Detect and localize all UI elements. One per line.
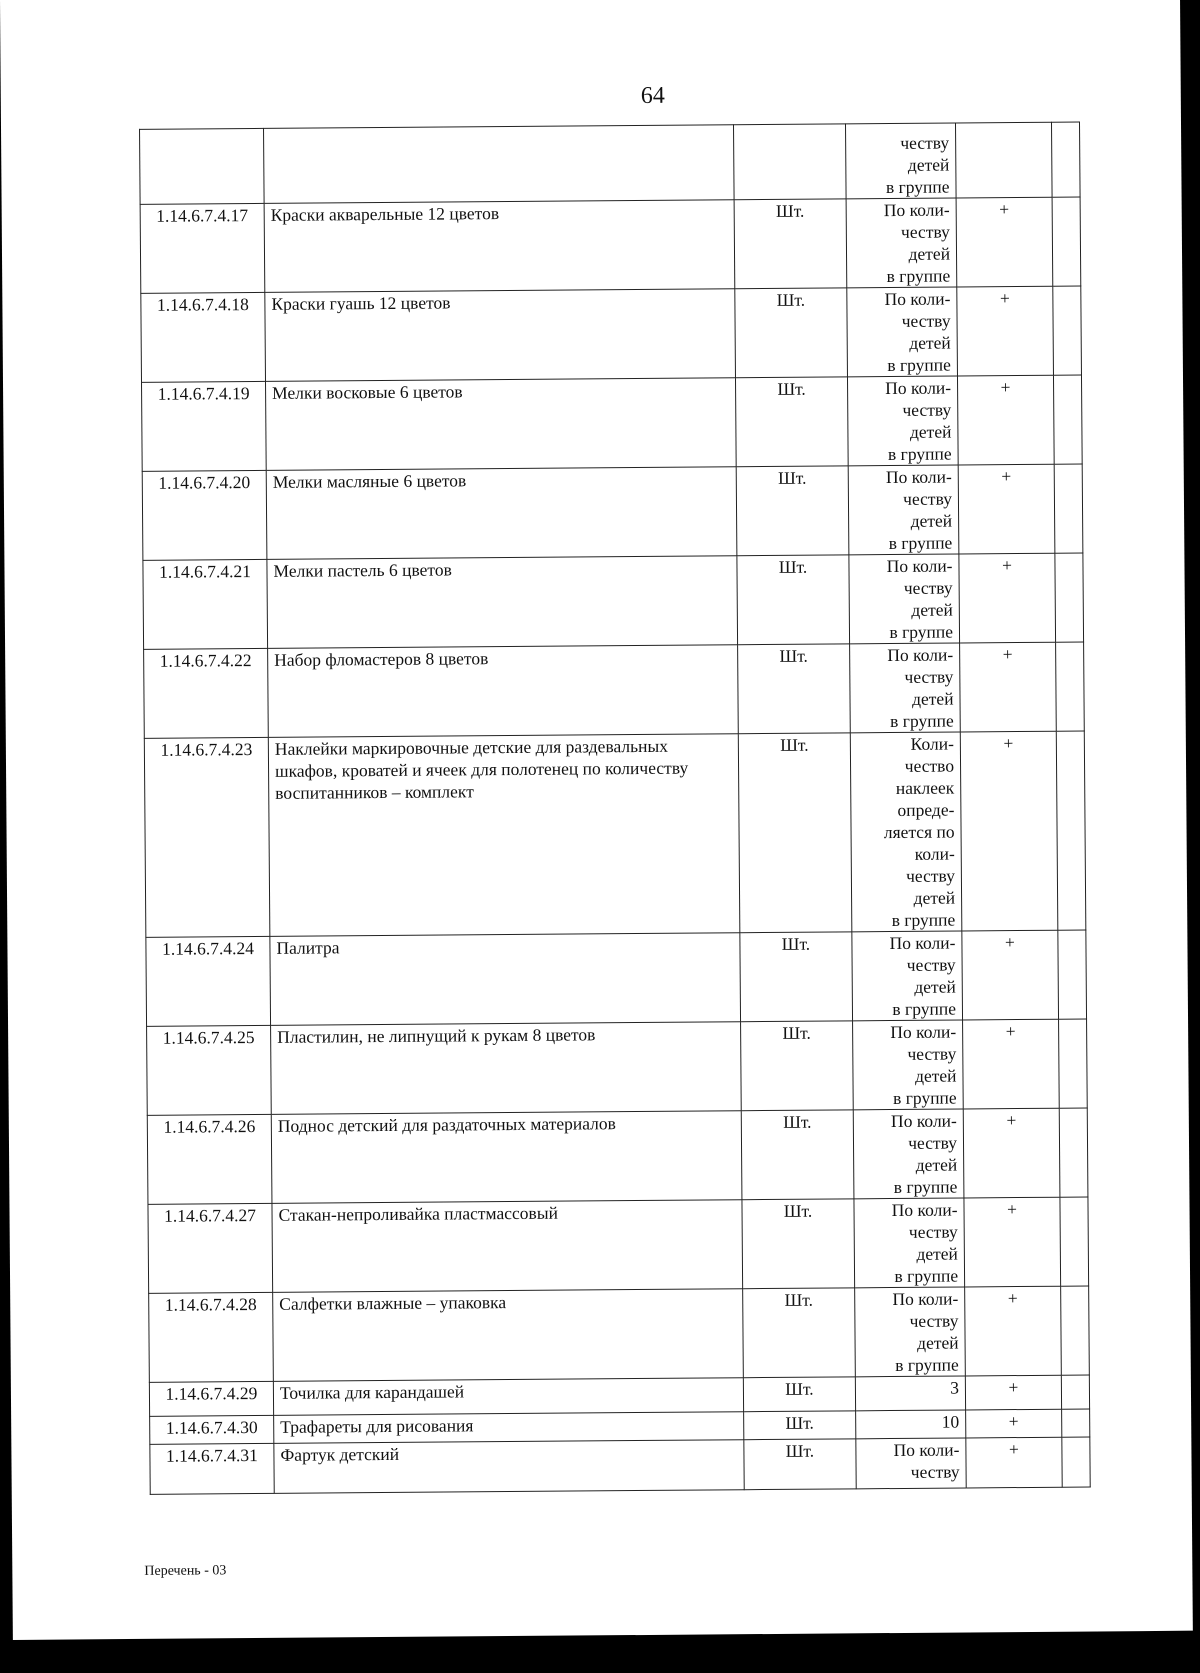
mark-cell: + — [963, 1019, 1060, 1109]
table-row — [141, 286, 1082, 382]
table-row — [147, 1108, 1088, 1204]
mark-cell: + — [957, 375, 1054, 465]
qty-cell: По коли- честву детей в группе — [852, 931, 963, 1021]
empty-cell — [1055, 553, 1084, 642]
name-cell: Точилка для карандашей — [273, 1378, 743, 1416]
mark-cell: + — [963, 1108, 1060, 1198]
empty-cell — [1060, 1197, 1089, 1286]
mark-cell: + — [965, 1286, 1062, 1376]
code-cell: 1.14.6.7.4.23 — [144, 737, 270, 937]
qty-cell: По коли- честву детей в группе — [847, 376, 958, 466]
table-row — [148, 1197, 1089, 1293]
empty-cell — [1061, 1375, 1089, 1409]
table-row — [147, 1019, 1088, 1115]
qty-cell: По коли- честву детей в группе — [848, 465, 959, 555]
unit-cell: Шт. — [737, 555, 850, 645]
table-row — [142, 464, 1083, 560]
table-row — [144, 642, 1085, 738]
name-cell: Мелки пастель 6 цветов — [267, 556, 738, 649]
name-cell: Стакан-непроливайка пластмассовый — [272, 1200, 743, 1293]
code-cell: 1.14.6.7.4.20 — [142, 470, 267, 560]
unit-cell: Шт. — [742, 1199, 855, 1289]
code-cell: 1.14.6.7.4.28 — [149, 1292, 274, 1382]
mark-cell: + — [966, 1409, 1062, 1438]
empty-cell — [1053, 375, 1082, 464]
empty-cell — [1062, 1409, 1090, 1437]
table-row — [142, 375, 1083, 471]
qty-cell: 3 — [855, 1376, 965, 1411]
qty-cell: По коли- честву детей в группе — [847, 287, 958, 377]
mark-cell: + — [960, 731, 1058, 931]
qty-cell: По коли- честву — [856, 1438, 966, 1489]
page-number: 64 — [640, 82, 665, 109]
name-cell: Фартук детский — [274, 1440, 744, 1494]
qty-cell: По коли- честву детей в группе — [850, 643, 961, 733]
code-cell: 1.14.6.7.4.26 — [147, 1114, 272, 1204]
unit-cell: Шт. — [734, 199, 847, 289]
unit-cell: Шт. — [743, 1288, 856, 1378]
empty-cell — [1058, 930, 1087, 1019]
unit-cell: Шт. — [741, 1021, 854, 1111]
empty-cell — [1062, 1437, 1090, 1487]
qty-cell: По коли- честву детей в группе — [853, 1109, 964, 1199]
mark-cell: + — [962, 930, 1059, 1020]
name-cell: Салфетки влажные – упаковка — [273, 1289, 744, 1382]
code-cell: 1.14.6.7.4.18 — [141, 292, 266, 382]
unit-cell: Шт. — [738, 733, 852, 933]
equipment-table — [139, 122, 1091, 1495]
qty-cell: По коли- честву детей в группе — [855, 1287, 966, 1377]
mark-cell: + — [958, 464, 1055, 554]
name-cell: Трафареты для рисования — [274, 1412, 744, 1444]
qty-cell: честву детей в группе — [845, 123, 956, 199]
mark-cell: + — [959, 553, 1056, 643]
empty-cell — [1059, 1019, 1088, 1108]
unit-cell: Шт. — [738, 644, 851, 734]
mark-cell: + — [956, 197, 1053, 287]
mark-cell — [955, 122, 1052, 198]
empty-cell — [1061, 1286, 1090, 1375]
mark-cell: + — [957, 286, 1054, 376]
code-cell: 1.14.6.7.4.30 — [150, 1415, 274, 1444]
unit-cell — [734, 124, 847, 200]
empty-cell — [1059, 1108, 1088, 1197]
unit-cell: Шт. — [741, 1110, 854, 1200]
code-cell — [140, 128, 265, 204]
name-cell: Поднос детский для раздаточных материалов — [271, 1111, 742, 1204]
mark-cell: + — [964, 1197, 1061, 1287]
mark-cell: + — [965, 1375, 1061, 1410]
name-cell: Краски гуашь 12 цветов — [265, 289, 736, 382]
code-cell: 1.14.6.7.4.17 — [140, 203, 265, 293]
name-cell: Наклейки маркировочные детские для раздевальных шкафов, кроватей и ячеек для полотенец по количеству воспитанников – комплект — [268, 734, 740, 937]
unit-cell: Шт. — [744, 1439, 856, 1490]
name-cell: Палитра — [270, 933, 741, 1026]
code-cell: 1.14.6.7.4.22 — [144, 648, 269, 738]
unit-cell: Шт. — [743, 1377, 855, 1412]
empty-cell — [1052, 197, 1081, 286]
table-row-continuation — [140, 122, 1081, 204]
table-row — [146, 930, 1087, 1026]
code-cell: 1.14.6.7.4.19 — [142, 381, 267, 471]
empty-cell — [1051, 122, 1080, 197]
table-row — [144, 731, 1086, 937]
qty-cell: По коли- честву детей в группе — [849, 554, 960, 644]
name-cell: Набор фломастеров 8 цветов — [268, 645, 739, 738]
unit-cell: Шт. — [736, 466, 849, 556]
name-cell: Краски акварельные 12 цветов — [264, 200, 735, 293]
table-body — [140, 122, 1091, 1494]
code-cell: 1.14.6.7.4.25 — [147, 1025, 272, 1115]
qty-cell: По коли- честву детей в группе — [846, 198, 957, 288]
name-cell: Мелки масляные 6 цветов — [266, 467, 737, 560]
name-cell: Мелки восковые 6 цветов — [266, 378, 737, 471]
table-row — [140, 197, 1081, 293]
unit-cell: Шт. — [735, 288, 848, 378]
qty-cell: 10 — [856, 1410, 966, 1439]
empty-cell — [1056, 642, 1085, 731]
code-cell: 1.14.6.7.4.27 — [148, 1203, 273, 1293]
qty-cell: По коли- честву детей в группе — [854, 1198, 965, 1288]
unit-cell: Шт. — [744, 1411, 856, 1440]
table-row — [150, 1437, 1090, 1494]
name-cell — [264, 125, 735, 204]
name-cell: Пластилин, не липнущий к рукам 8 цветов — [271, 1022, 742, 1115]
unit-cell: Шт. — [740, 932, 853, 1022]
footer-label: Перечень - 03 — [144, 1563, 227, 1579]
empty-cell — [1054, 464, 1083, 553]
code-cell: 1.14.6.7.4.31 — [150, 1443, 274, 1494]
qty-cell: Коли- чество наклеек опреде- ляется по коли- честву детей в группе — [850, 732, 962, 932]
mark-cell: + — [960, 642, 1057, 732]
code-cell: 1.14.6.7.4.21 — [143, 559, 268, 649]
qty-cell: По коли- честву детей в группе — [853, 1020, 964, 1110]
mark-cell: + — [966, 1437, 1062, 1488]
table-row — [143, 553, 1084, 649]
code-cell: 1.14.6.7.4.29 — [149, 1381, 273, 1416]
empty-cell — [1056, 731, 1086, 930]
unit-cell: Шт. — [735, 377, 848, 467]
empty-cell — [1053, 286, 1082, 375]
code-cell: 1.14.6.7.4.24 — [146, 936, 271, 1026]
table-row — [149, 1286, 1090, 1382]
